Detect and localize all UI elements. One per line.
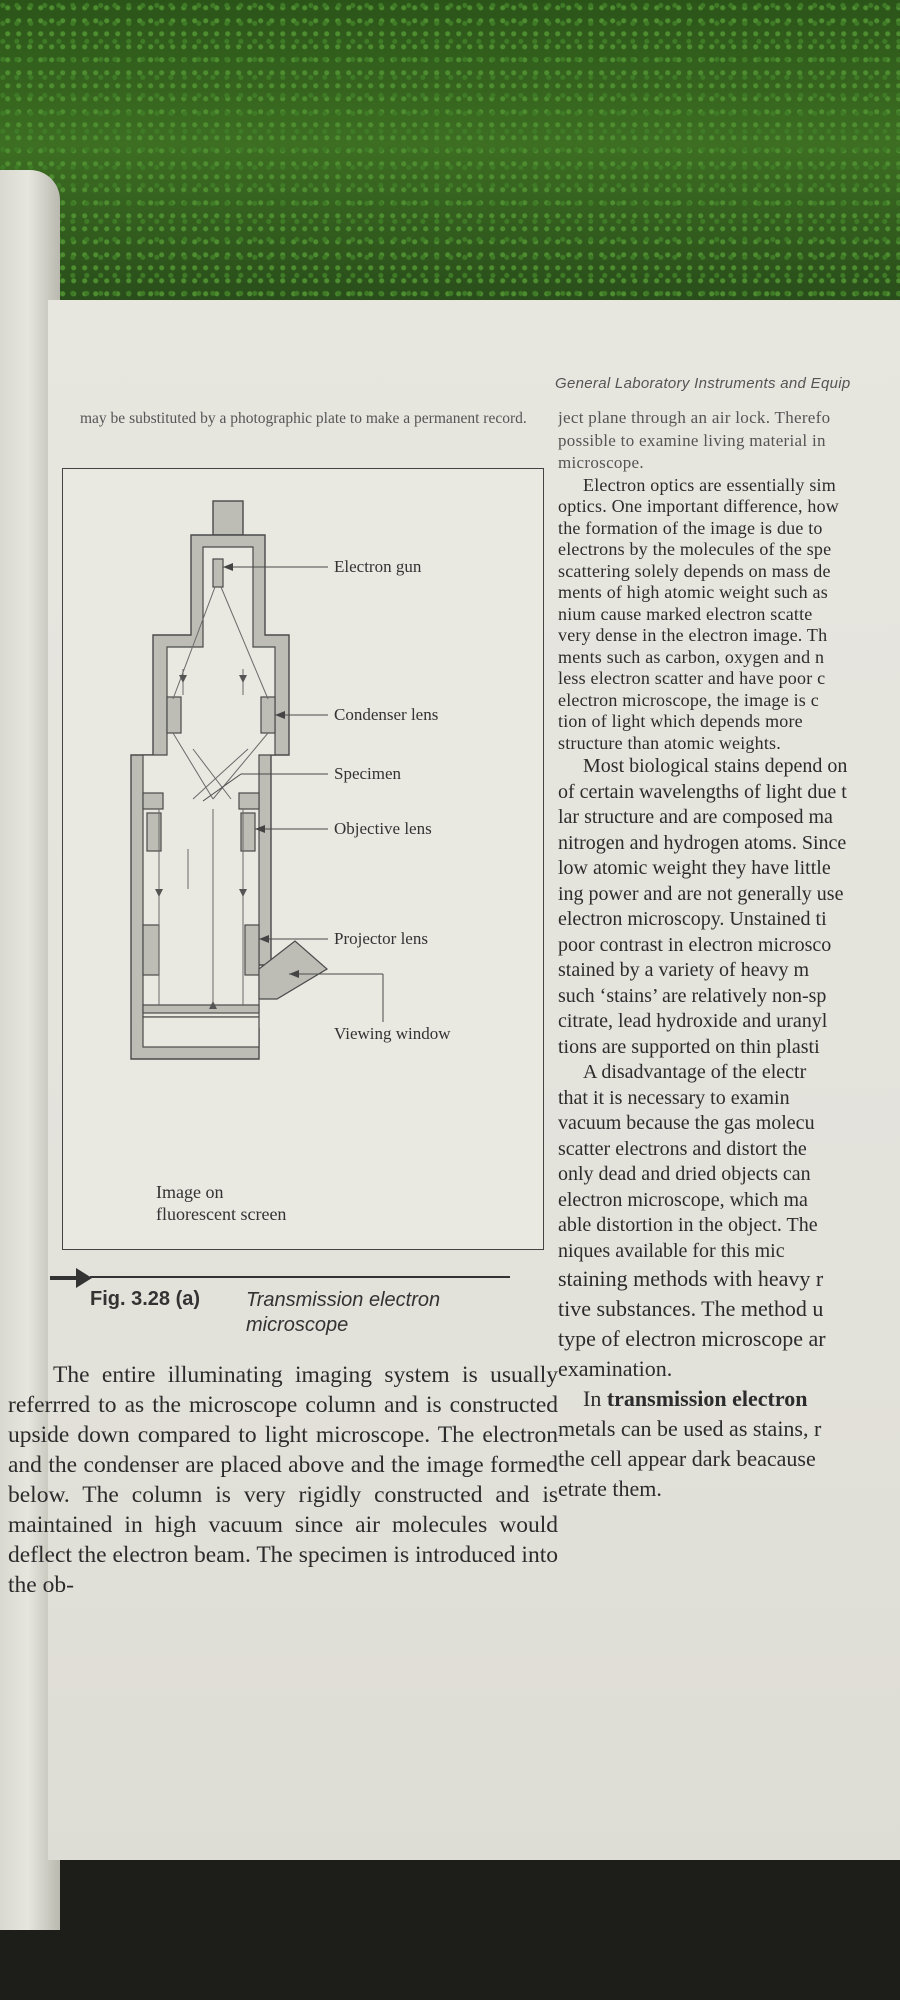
right-column-line: Electron optics are essentially sim [583,474,836,495]
right-column-line: lar structure and are composed ma [558,806,833,828]
right-column-line: In transmission electron [583,1386,808,1411]
left-paragraph: The entire illuminating imaging system is usually referrred to as the microscope column and is constructed upside down compared to light microscope. The electron and the condenser are placed above and the image formed below. The column is very rigidly constructed and is maintained in high vacuum since air molecules would deflect the electron beam. The specimen is introduced into the ob- [8,1362,558,1598]
right-column-line: ject plane through an air lock. Therefo [558,408,831,427]
right-column-line: vacuum because the gas molecu [558,1112,815,1134]
tem-diagram [63,469,543,1249]
right-column-line: the formation of the image is due to [558,517,823,538]
caption-title-line2: microscope [246,1314,349,1336]
cathode [213,559,223,587]
caption-number: Fig. 3.28 (a) [90,1288,201,1310]
right-column-line: electron microscopy. Unstained ti [558,908,827,930]
right-column-line: ing power and are not generally use [558,882,844,905]
right-column-line: scattering solely depends on mass de [558,560,831,581]
grass-background [0,0,900,320]
right-column-line: niques available for this mic [558,1239,785,1262]
dark-foreground [0,1840,900,2000]
specimen-holder-right [239,793,259,809]
fluorescent-screen [143,1005,259,1013]
right-column-line: tion of light which depends more [558,711,803,731]
right-column-line: such ‘stains’ are relatively non-sp [558,984,827,1007]
specimen-holder-left [143,793,163,809]
right-column-line: structure than atomic weights. [558,732,781,753]
right-column-line: nium cause marked electron scatte [558,603,813,624]
condenser-lens-right [261,697,275,733]
caption-rule [90,1276,510,1278]
running-header: General Laboratory Instruments and Equip [555,375,851,392]
tem-figure [62,468,544,1250]
left-body-text [8,1360,558,1600]
right-column-line: microscope. [558,453,644,472]
right-column-line: poor contrast in electron microsco [558,933,832,956]
right-column-line: etrate them. [558,1476,662,1501]
caption-arrow-icon [50,1266,94,1290]
right-column-line: ments of high atomic weight such as [558,582,828,602]
right-column-line: optics. One important difference, how [558,496,839,516]
right-column-line: less electron scatter and have poor c [558,668,826,688]
right-column-line: Most biological stains depend on [583,755,848,777]
right-column-line: metals can be used as stains, r [558,1416,822,1441]
condenser-lens-left [167,697,181,733]
right-column-line: electrons by the molecules of the spe [558,539,832,559]
right-column-line: tive substances. The method u [558,1296,824,1321]
label-fluorescent-screen: fluorescent screen [156,1204,287,1224]
right-column-line: examination. [558,1356,673,1381]
right-column-line: ments such as carbon, oxygen and n [558,646,825,667]
right-column-line: stained by a variety of heavy m [558,959,810,981]
label-objective-lens: Objective lens [334,819,432,838]
caption-title-line1: Transmission electron [246,1289,441,1311]
label-projector-lens: Projector lens [334,929,428,948]
label-image-on: Image on [156,1182,224,1202]
right-column-line: scatter electrons and distort the [558,1137,807,1160]
projector-lens-right [245,925,259,975]
right-column-line: that it is necessary to examin [558,1086,790,1109]
right-column-line: of certain wavelengths of light due t [558,780,847,803]
right-column-line: only dead and dried objects can [558,1163,811,1185]
label-condenser-lens: Condenser lens [334,705,439,724]
label-specimen: Specimen [334,764,402,783]
caption-title [246,1288,486,1338]
top-note: may be substituted by a photographic plate to make a permanent record. [80,410,527,427]
projector-lens-left [143,925,159,975]
right-column-line: staining methods with heavy r [558,1266,824,1291]
right-column-line: very dense in the electron image. Th [558,625,828,645]
right-column-line: electron microscope, the image is c [558,689,819,710]
gun-cap [213,501,243,535]
screen-chamber [143,1017,259,1047]
right-column-line: able distortion in the object. The [558,1214,818,1236]
right-column-line: electron microscope, which ma [558,1188,808,1211]
right-column-line: citrate, lead hydroxide and uranyl [558,1010,828,1032]
label-electron-gun: Electron gun [334,557,422,576]
right-column-line: the cell appear dark beacause [558,1446,816,1471]
right-column-line: type of electron microscope ar [558,1326,826,1351]
label-viewing-window: Viewing window [334,1024,451,1043]
right-column-line: low atomic weight they have little [558,857,831,879]
right-column-line: tions are supported on thin plasti [558,1035,820,1058]
right-column-line: nitrogen and hydrogen atoms. Since [558,831,847,854]
right-column-text [558,407,900,1504]
label-image-screen [156,1181,286,1225]
right-column-line: possible to examine living material in [558,430,826,450]
right-column-line: A disadvantage of the electr [583,1061,807,1083]
